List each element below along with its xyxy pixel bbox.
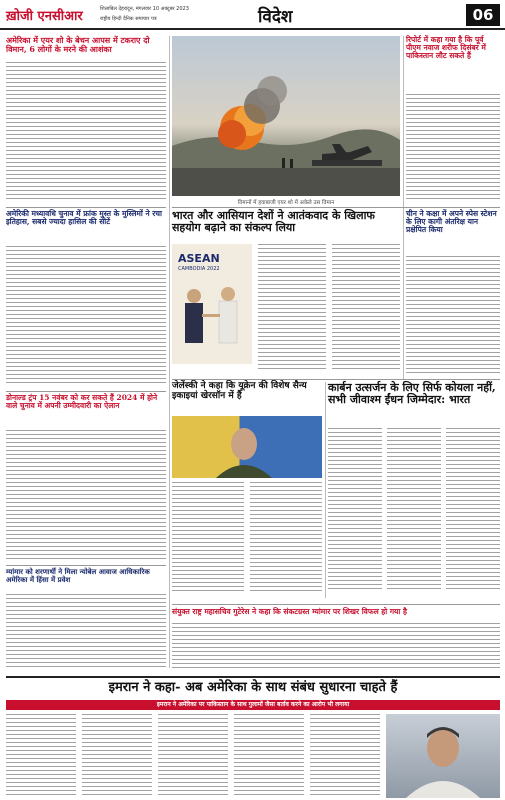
zelensky-photo (172, 416, 322, 478)
imran-photo-art (386, 714, 500, 798)
left-story-3 (6, 394, 166, 564)
zelensky-article (172, 382, 322, 598)
imran-body-col-4 (234, 714, 304, 798)
airshow-photo-caption: विमानों में हवाबाजी एयर शो में अकेले उस विमान (237, 200, 335, 206)
imran-body-col-3 (158, 714, 228, 798)
asean-photo-art (172, 244, 252, 364)
asean-body-col-2 (332, 244, 400, 370)
right-story-2 (406, 210, 500, 380)
row-separator-left-3 (6, 565, 166, 566)
brand-name: ख़ोजी एनसीआर (6, 9, 83, 24)
airshow-photo-art (172, 36, 400, 196)
left-story-3-body (6, 430, 166, 560)
imran-photo (386, 714, 500, 798)
date-line: शिलाबिल देहरादून, मंगलवार 10 अक्टूबर 2023 (100, 6, 189, 12)
imran-strap: इमरान ने अमेरिका पर पाकिस्तान के साथ गुलामों जैसा बर्ताव करने का आरोप भी लगाया (6, 700, 500, 710)
zelensky-photo-art (172, 416, 322, 478)
row-separator-2 (172, 379, 500, 380)
page-number: 06 (466, 4, 500, 26)
asean-headline: भारत और आसियान देशों ने आतंकवाद के खिलाफ सहयोग बढ़ाने का संकल्प लिया (172, 209, 375, 234)
carbon-article (328, 382, 500, 598)
left-headline-4: म्यांमार को शरणार्थी ने मिला न्योबेल आवाज आधिकारिक अमेरिका में हिंसा में प्रवेश (6, 567, 150, 584)
col-separator-mid (325, 382, 326, 598)
left-story-2-body (6, 246, 166, 386)
right-story-1 (406, 36, 500, 206)
un-headline: संयुक्त राष्ट्र महासचिव गुटेरेस ने कहा कि संकटग्रस्त म्यांमार पर शिखर विफल हो गया है (172, 607, 407, 616)
carbon-body-col-1 (328, 428, 382, 592)
right-headline-1: रिपोर्ट में कहा गया है कि पूर्व पीएम नवाज शरीफ दिसंबर में पाकिस्तान लौट सकते हैं (406, 35, 486, 61)
carbon-body-col-2 (387, 428, 441, 592)
carbon-headline: कार्बन उत्सर्जन के लिए सिर्फ कोयला नहीं, सभी जीवाश्म ईंधन जिम्मेदार: भारत (328, 381, 496, 406)
left-story-2 (6, 210, 166, 390)
imran-headline: इमरान ने कहा- अब अमेरिका के साथ संबंध सुधारना चाहते हैं (108, 680, 398, 695)
right-story-2-body (406, 256, 500, 376)
imran-article (6, 676, 500, 798)
left-story-1 (6, 36, 166, 206)
sub-line: राष्ट्रीय हिन्दी दैनिक समाचार पत्र (100, 16, 157, 22)
right-story-1-body (406, 94, 500, 202)
un-article (172, 604, 500, 670)
asean-banner-text: ASEAN (178, 252, 220, 265)
masthead (0, 0, 505, 30)
row-separator-1 (172, 207, 500, 208)
row-separator-left-1 (6, 207, 166, 208)
zelensky-body-col-2 (250, 482, 322, 592)
imran-body-col-5 (310, 714, 380, 798)
un-body (172, 623, 500, 669)
left-headline-2: अमेरिकी मध्यावधि चुनाव में फ्रांक मुस्त के मुस्लिमों ने रचा इतिहास, सबसे ज्यादा हासिल की सीटें (6, 209, 162, 227)
asean-article (172, 210, 400, 375)
asean-body-col-1 (258, 244, 326, 370)
left-story-1-body (6, 62, 166, 202)
imran-body-col-2 (82, 714, 152, 798)
col-separator-left (169, 36, 170, 668)
airshow-photo (172, 36, 400, 196)
zelensky-body-col-1 (172, 482, 244, 592)
section-title: विदेश (258, 7, 293, 27)
left-story-4-body (6, 594, 166, 670)
left-headline-3: डोनाल्ड ट्रंप 15 नवंबर को कर सकते हैं 2024 में होने वाले चुनाव में अपनी उम्मीदवारी का ऐलान (6, 393, 158, 411)
asean-photo (172, 244, 252, 364)
right-headline-2: चीन ने कक्षा में अपने स्पेस स्टेशन के लिए कागी अंतरिक्ष यान प्रक्षेपित किया (406, 209, 497, 235)
left-story-4 (6, 568, 166, 672)
col-separator-right (403, 36, 404, 380)
carbon-body-col-3 (446, 428, 500, 592)
row-separator-left-2 (6, 391, 166, 392)
zelensky-headline: जेलेंस्की ने कहा कि यूक्रेन की विशेष सैन्य इकाइयां खेरसॉन में हैं (172, 381, 307, 401)
imran-body-col-1 (6, 714, 76, 798)
left-headline-1: अमेरिका में एयर शो के बेचन आपस में टकराए दो विमान, 6 लोगों के मरने की आशंका (6, 35, 150, 54)
asean-banner-sub: CAMBODIA 2022 (178, 266, 220, 272)
